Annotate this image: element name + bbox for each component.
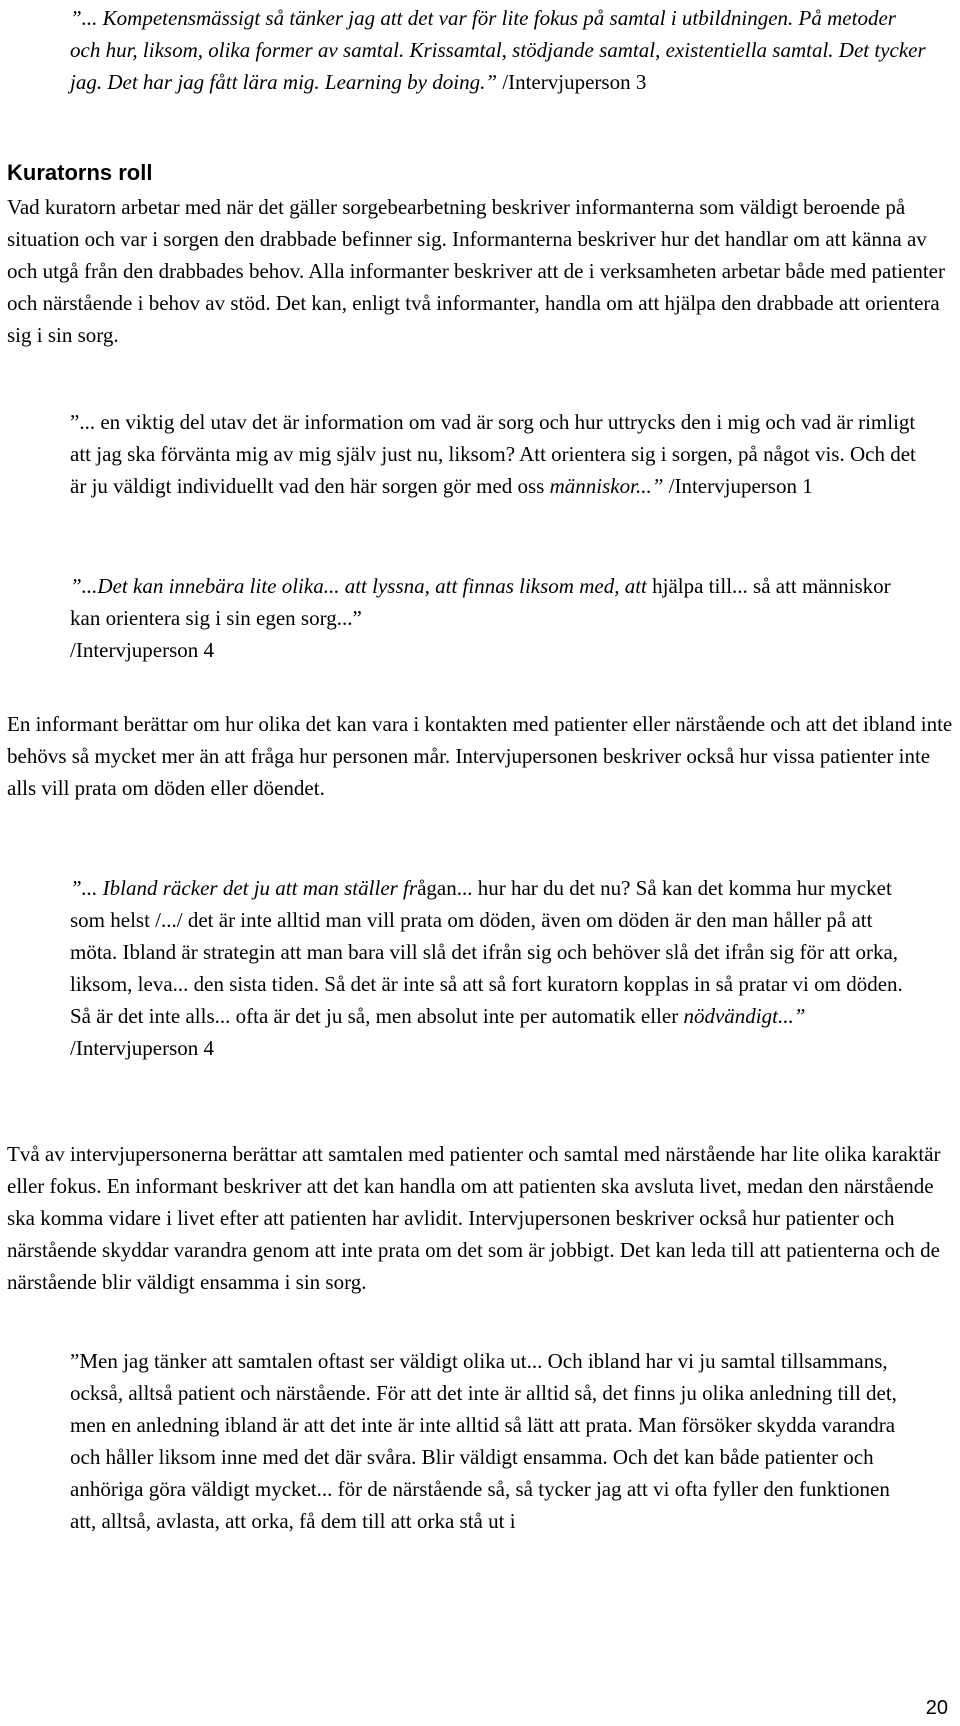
body-paragraph-2: En informant berättar om hur olika det kan vara i kontakten med patienter eller närstående och att det ibland inte behövs så mycket mer än att fråga hur personen mår. Intervjupersonen beskriver också hur vissa patienter inte alls vill prata om döden eller döendet. xyxy=(7,712,953,800)
quote-1-italic: människor...” xyxy=(549,474,664,498)
body-paragraph-3: Två av intervjupersonerna berättar att samtalen med patienter och samtal med närstående har lite olika karaktär eller fokus. En informant beskriver att det kan handla om att patienten ska avsluta livet, medan den närstående ska komma vidare i livet efter att patienten har avlidit. Intervjupersonen beskriver också hur patienter och närstående skyddar varandra genom att inte prata om det som är jobbigt. Det kan leda till att patienterna och de närstående blir väldigt ensamma i sin sorg. xyxy=(7,1142,941,1294)
intro-quote-attribution: /Intervjuperson 3 xyxy=(497,70,647,94)
quote-2-italic: ”...Det kan innebära lite olika... att lyssna, att finnas liksom med, att xyxy=(70,574,647,598)
quote-3-italic-end: nödvändigt...” xyxy=(683,1004,806,1028)
quote-3-attribution: /Intervjuperson 4 xyxy=(70,1036,215,1060)
quote-3-italic: ”... Ibland räcker det ju att man ställer fr xyxy=(70,876,418,900)
quote-1-text: ”... en viktig del utav det är information om vad är sorg och hur uttrycks den i mig och vad är rimligt att jag ska förvänta mig av mig själv just nu, liksom? Att orientera sig i sorgen, på något vis. Och det är ju väldigt individuellt vad den här sorgen gör med oss xyxy=(70,410,916,498)
intro-quote-text: ”... Kompetensmässigt så tänker jag att det var för lite fokus på samtal i utbildningen. På metoder och hur, liksom, olika former av samtal. Krissamtal, stödjande samtal, existentiella samtal. Det tycker jag. Det har jag fått lära mig. Learning by doing.” xyxy=(70,6,926,94)
body-paragraph-1: Vad kuratorn arbetar med när det gäller sorgebearbetning beskriver informanterna som väldigt beroende på situation och var i sorgen den drabbade befinner sig. Informanterna beskriver hur det handlar om att känna av och utgå från den drabbades behov. Alla informanter beskriver att de i verksamheten arbetar både med patienter och närstående i behov av stöd. Det kan, enligt två informanter, handla om att hjälpa den drabbade att orientera sig i sin sorg. xyxy=(7,195,945,347)
quote-3 xyxy=(70,872,920,1064)
quote-1-attribution: /Intervjuperson 1 xyxy=(663,474,813,498)
quote-4: ”Men jag tänker att samtalen oftast ser väldigt olika ut... Och ibland har vi ju samtal tillsammans, också, alltså patient och närstående. För att det inte är alltid så, det finns ju olika anledning till det, men en anledning ibland är att det inte är inte alltid så lätt att prata. Man försöker skydda varandra och håller liksom inne med det där svåra. Blir väldigt ensamma. Och det kan både patienter och anhöriga göra väldigt mycket... för de närstående så, så tycker jag att vi ofta fyller den funktionen att, alltså, avlasta, att orka, få dem till att orka stå ut i xyxy=(70,1349,897,1533)
intro-quote xyxy=(70,2,930,98)
section-heading: Kuratorns roll xyxy=(7,160,153,185)
quote-2-attribution: /Intervjuperson 4 xyxy=(70,638,215,662)
quote-3-text: ågan... hur har du det nu? Så kan det komma hur mycket som helst /.../ det är inte alltid man vill prata om döden, även om döden är den man håller på att möta. Ibland är strategin att man bara vill slå det ifrån sig och behöver slå det ifrån sig för att orka, liksom, leva... den sista tiden. Så det är inte så att så fort kuratorn kopplas in så pratar vi om döden. Så är det inte alls... ofta är det ju så, men absolut inte per automatik eller xyxy=(70,876,903,1028)
quote-2-text: hjälpa till... så att människor kan orientera sig i sin egen sorg...” xyxy=(70,574,891,630)
quote-2 xyxy=(70,570,920,666)
quote-1 xyxy=(70,406,920,502)
page-number: 20 xyxy=(925,1697,948,1719)
